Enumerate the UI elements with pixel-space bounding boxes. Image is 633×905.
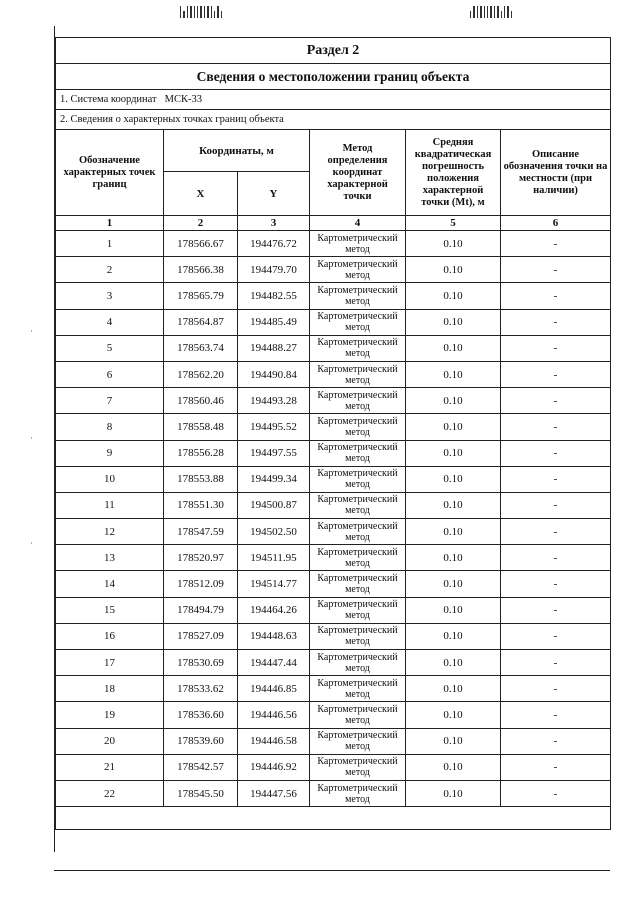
header-method: Метод определения координат характерной точки [310,130,406,216]
column-number: 1 [56,216,164,231]
y-coordinate-cell: 194446.92 [238,754,310,780]
table-row [56,597,611,623]
y-coordinate-cell: 194499.34 [238,466,310,492]
y-coordinate-cell: 194448.63 [238,623,310,649]
description-cell: - [501,676,611,702]
point-number-cell: 2 [56,257,164,283]
point-number-cell: 3 [56,283,164,309]
empty-closing-row [56,807,611,830]
point-number-cell: 18 [56,676,164,702]
x-coordinate-cell: 178533.62 [164,676,238,702]
method-cell: Картометрический метод [310,780,406,806]
x-coordinate-cell: 178520.97 [164,545,238,571]
description-cell: - [501,597,611,623]
method-cell: Картометрический метод [310,623,406,649]
header-designation: Обозначение характерных точек границ [56,130,164,216]
scan-speck: · [30,538,33,548]
table-row [56,519,611,545]
description-cell: - [501,414,611,440]
x-coordinate-cell: 178558.48 [164,414,238,440]
header-description: Описание обозначения точки на местности (при наличии) [501,130,611,216]
table-row [56,571,611,597]
points-info-label: 2. Сведения о характерных точках границ объекта [56,110,611,130]
method-cell: Картометрический метод [310,388,406,414]
description-cell: - [501,545,611,571]
y-coordinate-cell: 194514.77 [238,571,310,597]
point-number-cell: 7 [56,388,164,414]
method-cell: Картометрический метод [310,414,406,440]
method-cell: Картометрический метод [310,519,406,545]
accuracy-cell: 0.10 [406,545,501,571]
description-cell: - [501,335,611,361]
x-coordinate-cell: 178564.87 [164,309,238,335]
y-coordinate-cell: 194446.58 [238,728,310,754]
accuracy-cell: 0.10 [406,361,501,387]
table-row [56,257,611,283]
method-cell: Картометрический метод [310,728,406,754]
y-coordinate-cell: 194488.27 [238,335,310,361]
description-cell: - [501,309,611,335]
description-cell: - [501,623,611,649]
table-row [56,440,611,466]
point-number-cell: 21 [56,754,164,780]
method-cell: Картометрический метод [310,754,406,780]
y-coordinate-cell: 194482.55 [238,283,310,309]
description-cell: - [501,728,611,754]
point-number-cell: 8 [56,414,164,440]
table-row [56,466,611,492]
x-coordinate-cell: 178562.20 [164,361,238,387]
bottom-rule [54,870,610,871]
description-cell: - [501,440,611,466]
column-number: 5 [406,216,501,231]
method-cell: Картометрический метод [310,571,406,597]
y-coordinate-cell: 194500.87 [238,492,310,518]
header-x: X [164,172,238,216]
accuracy-cell: 0.10 [406,676,501,702]
accuracy-cell: 0.10 [406,728,501,754]
point-number-cell: 14 [56,571,164,597]
table-row [56,623,611,649]
table-row [56,754,611,780]
description-cell: - [501,519,611,545]
method-cell: Картометрический метод [310,440,406,466]
table-row [56,309,611,335]
method-cell: Картометрический метод [310,702,406,728]
accuracy-cell: 0.10 [406,414,501,440]
point-number-cell: 19 [56,702,164,728]
column-number: 4 [310,216,406,231]
point-number-cell: 10 [56,466,164,492]
coordinate-system-row [56,90,611,110]
y-coordinate-cell: 194446.56 [238,702,310,728]
x-coordinate-cell: 178566.38 [164,257,238,283]
x-coordinate-cell: 178494.79 [164,597,238,623]
method-cell: Картометрический метод [310,361,406,387]
point-number-cell: 13 [56,545,164,571]
x-coordinate-cell: 178553.88 [164,466,238,492]
x-coordinate-cell: 178545.50 [164,780,238,806]
accuracy-cell: 0.10 [406,257,501,283]
description-cell: - [501,754,611,780]
column-number: 6 [501,216,611,231]
y-coordinate-cell: 194446.85 [238,676,310,702]
column-number: 3 [238,216,310,231]
description-cell: - [501,361,611,387]
accuracy-cell: 0.10 [406,754,501,780]
x-coordinate-cell: 178527.09 [164,623,238,649]
accuracy-cell: 0.10 [406,650,501,676]
accuracy-cell: 0.10 [406,283,501,309]
accuracy-cell: 0.10 [406,466,501,492]
accuracy-cell: 0.10 [406,597,501,623]
y-coordinate-cell: 194493.28 [238,388,310,414]
table-row [56,650,611,676]
coordinate-system-value: МСК-33 [164,94,202,105]
accuracy-cell: 0.10 [406,519,501,545]
table-row [56,283,611,309]
method-cell: Картометрический метод [310,309,406,335]
accuracy-cell: 0.10 [406,309,501,335]
description-cell: - [501,388,611,414]
table-row [56,492,611,518]
y-coordinate-cell: 194447.44 [238,650,310,676]
coordinate-system-label: 1. Система координат [60,94,157,105]
top-barcode-right [470,4,512,18]
table-row [56,702,611,728]
description-cell: - [501,283,611,309]
accuracy-cell: 0.10 [406,780,501,806]
description-cell: - [501,492,611,518]
point-number-cell: 20 [56,728,164,754]
object-title: Сведения о местоположении границ объекта [56,64,611,90]
y-coordinate-cell: 194447.56 [238,780,310,806]
accuracy-cell: 0.10 [406,702,501,728]
column-number: 2 [164,216,238,231]
empty-cell [56,807,611,830]
table-row [56,361,611,387]
x-coordinate-cell: 178566.67 [164,231,238,257]
accuracy-cell: 0.10 [406,440,501,466]
point-number-cell: 6 [56,361,164,387]
table-row [56,728,611,754]
y-coordinate-cell: 194485.49 [238,309,310,335]
point-number-cell: 9 [56,440,164,466]
accuracy-cell: 0.10 [406,571,501,597]
y-coordinate-cell: 194497.55 [238,440,310,466]
point-number-cell: 22 [56,780,164,806]
x-coordinate-cell: 178542.57 [164,754,238,780]
point-number-cell: 11 [56,492,164,518]
point-number-cell: 17 [56,650,164,676]
table-row [56,545,611,571]
header-coordinates: Координаты, м [164,130,310,172]
top-barcode-left [180,4,222,18]
x-coordinate-cell: 178563.74 [164,335,238,361]
scan-speck: · [30,326,33,336]
scan-speck: · [30,433,33,443]
boundary-points-table [55,37,611,830]
method-cell: Картометрический метод [310,231,406,257]
point-number-cell: 4 [56,309,164,335]
column-number-row [56,216,611,231]
description-cell: - [501,466,611,492]
method-cell: Картометрический метод [310,492,406,518]
x-coordinate-cell: 178551.30 [164,492,238,518]
method-cell: Картометрический метод [310,676,406,702]
x-coordinate-cell: 178539.60 [164,728,238,754]
y-coordinate-cell: 194495.52 [238,414,310,440]
method-cell: Картометрический метод [310,545,406,571]
table-row [56,676,611,702]
x-coordinate-cell: 178565.79 [164,283,238,309]
x-coordinate-cell: 178560.46 [164,388,238,414]
x-coordinate-cell: 178536.60 [164,702,238,728]
method-cell: Картометрический метод [310,283,406,309]
x-coordinate-cell: 178512.09 [164,571,238,597]
description-cell: - [501,650,611,676]
section-title: Раздел 2 [56,38,611,64]
point-number-cell: 15 [56,597,164,623]
table-row [56,388,611,414]
point-number-cell: 16 [56,623,164,649]
method-cell: Картометрический метод [310,650,406,676]
table-row [56,231,611,257]
header-y: Y [238,172,310,216]
y-coordinate-cell: 194476.72 [238,231,310,257]
description-cell: - [501,780,611,806]
description-cell: - [501,571,611,597]
header-accuracy: Средняя квадратическая погрешность положения характерной точки (Mt), м [406,130,501,216]
accuracy-cell: 0.10 [406,492,501,518]
method-cell: Картометрический метод [310,466,406,492]
description-cell: - [501,257,611,283]
y-coordinate-cell: 194490.84 [238,361,310,387]
description-cell: - [501,702,611,728]
y-coordinate-cell: 194511.95 [238,545,310,571]
x-coordinate-cell: 178530.69 [164,650,238,676]
method-cell: Картометрический метод [310,257,406,283]
table-row [56,335,611,361]
accuracy-cell: 0.10 [406,623,501,649]
point-number-cell: 5 [56,335,164,361]
table-row [56,780,611,806]
description-cell: - [501,231,611,257]
y-coordinate-cell: 194464.26 [238,597,310,623]
table-row [56,414,611,440]
x-coordinate-cell: 178556.28 [164,440,238,466]
y-coordinate-cell: 194479.70 [238,257,310,283]
accuracy-cell: 0.10 [406,231,501,257]
method-cell: Картометрический метод [310,335,406,361]
y-coordinate-cell: 194502.50 [238,519,310,545]
point-number-cell: 1 [56,231,164,257]
x-coordinate-cell: 178547.59 [164,519,238,545]
point-number-cell: 12 [56,519,164,545]
accuracy-cell: 0.10 [406,388,501,414]
method-cell: Картометрический метод [310,597,406,623]
accuracy-cell: 0.10 [406,335,501,361]
